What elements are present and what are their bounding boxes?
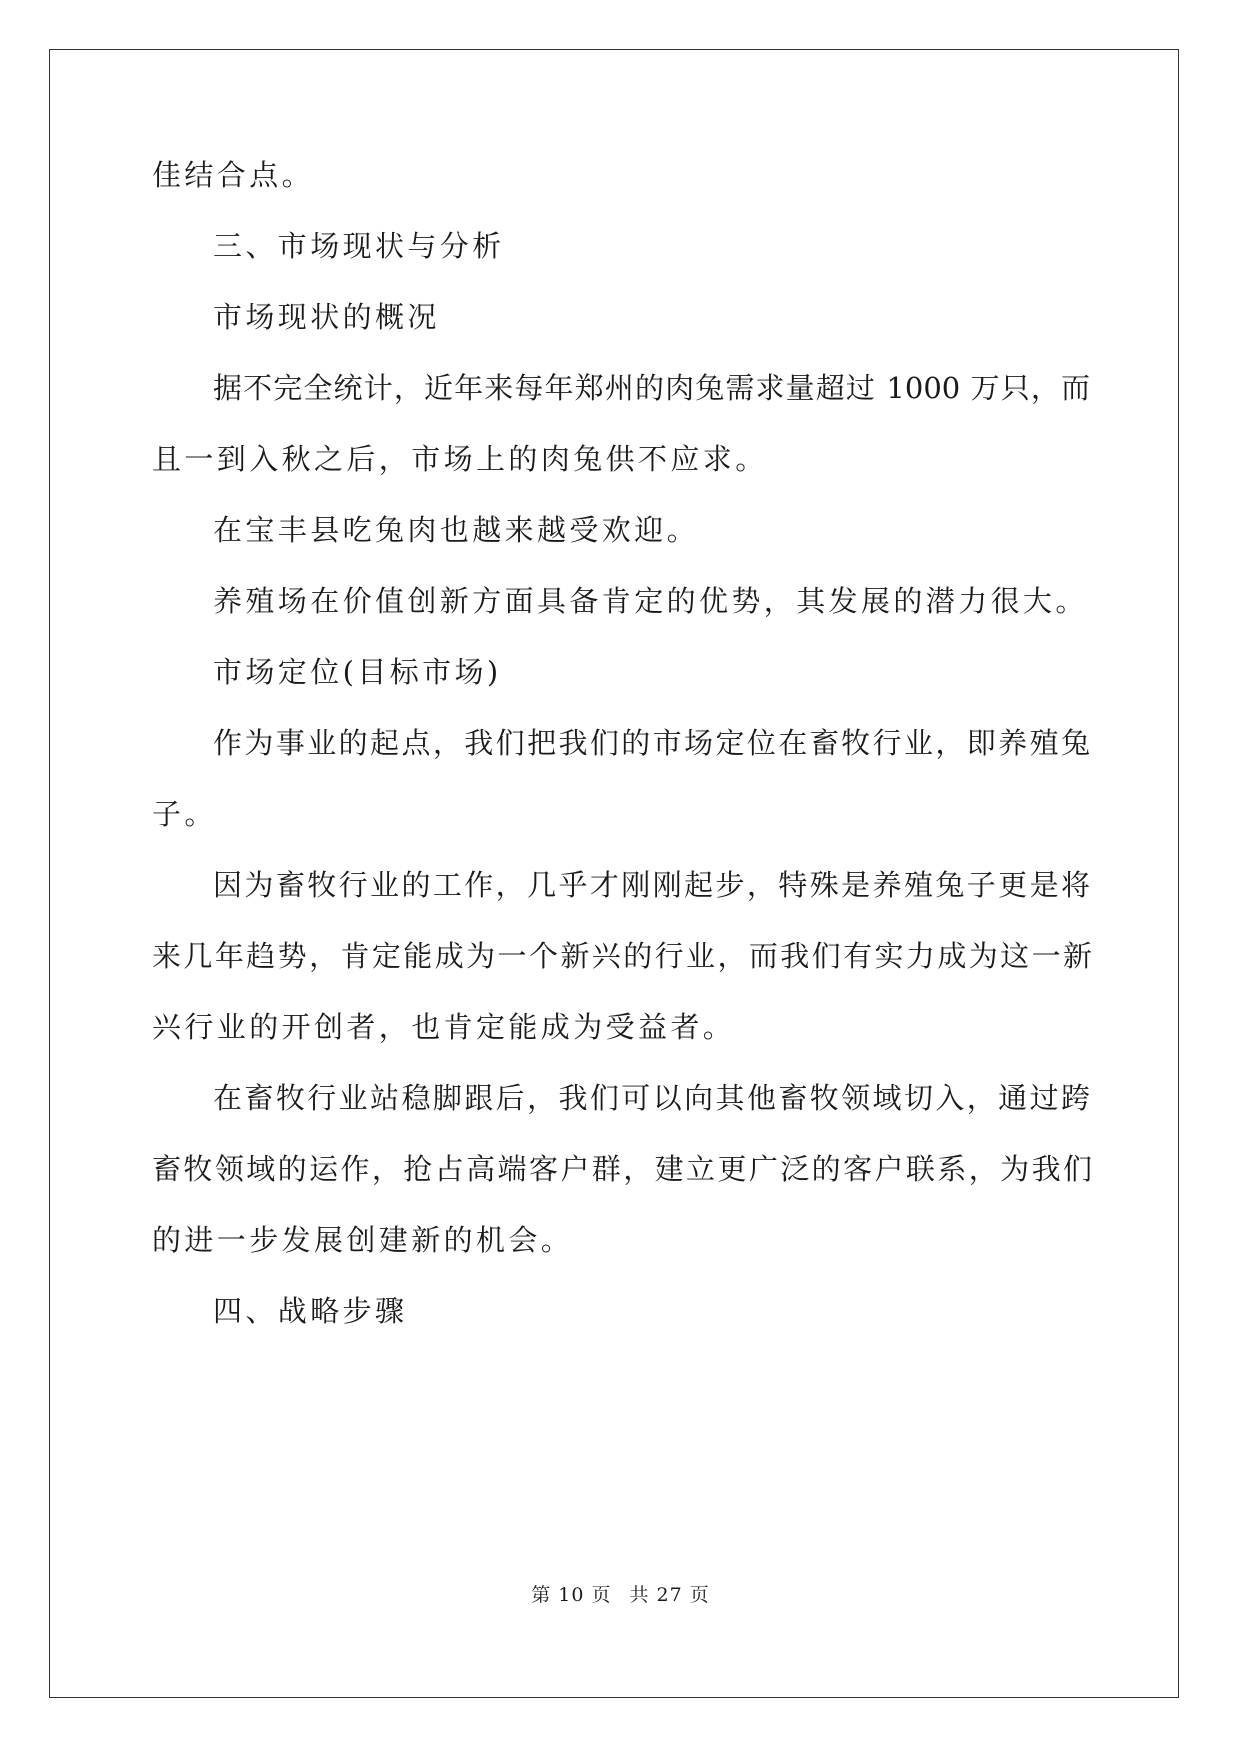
text-line: 畜牧领域的运作，抢占高端客户群，建立更广泛的客户联系，为我们 bbox=[152, 1152, 1092, 1186]
text-line: 据不完全统计，近年来每年郑州的肉兔需求量超过 1000 万只，而 bbox=[213, 371, 1090, 405]
subsection-heading: 市场现状的概况 bbox=[213, 300, 440, 334]
text-line: 且一到入秋之后，市场上的肉兔供不应求。 bbox=[152, 442, 768, 476]
page-total: 共 27 页 bbox=[629, 1584, 710, 1606]
section-heading: 三、市场现状与分析 bbox=[213, 229, 505, 263]
text-line: 在畜牧行业站稳脚跟后，我们可以向其他畜牧领域切入，通过跨 bbox=[213, 1081, 1090, 1115]
text-line: 来几年趋势，肯定能成为一个新兴的行业，而我们有实力成为这一新 bbox=[152, 939, 1092, 973]
text-line: 作为事业的起点，我们把我们的市场定位在畜牧行业，即养殖兔 bbox=[213, 726, 1090, 760]
page-footer bbox=[0, 1580, 1241, 1610]
subsection-heading: 市场定位(目标市场) bbox=[213, 655, 502, 689]
text-line: 子。 bbox=[152, 797, 217, 831]
page-number: 第 10 页 bbox=[531, 1584, 612, 1606]
text-line: 养殖场在价值创新方面具备肯定的优势，其发展的潜力很大。 bbox=[213, 584, 1088, 618]
section-heading: 四、战略步骤 bbox=[213, 1294, 408, 1328]
text-line: 佳结合点。 bbox=[152, 158, 315, 192]
text-line: 的进一步发展创建新的机会。 bbox=[152, 1223, 574, 1257]
text-line: 兴行业的开创者，也肯定能成为受益者。 bbox=[152, 1010, 736, 1044]
text-line: 因为畜牧行业的工作，几乎才刚刚起步，特殊是养殖兔子更是将 bbox=[213, 868, 1090, 902]
text-line: 在宝丰县吃兔肉也越来越受欢迎。 bbox=[213, 513, 700, 547]
